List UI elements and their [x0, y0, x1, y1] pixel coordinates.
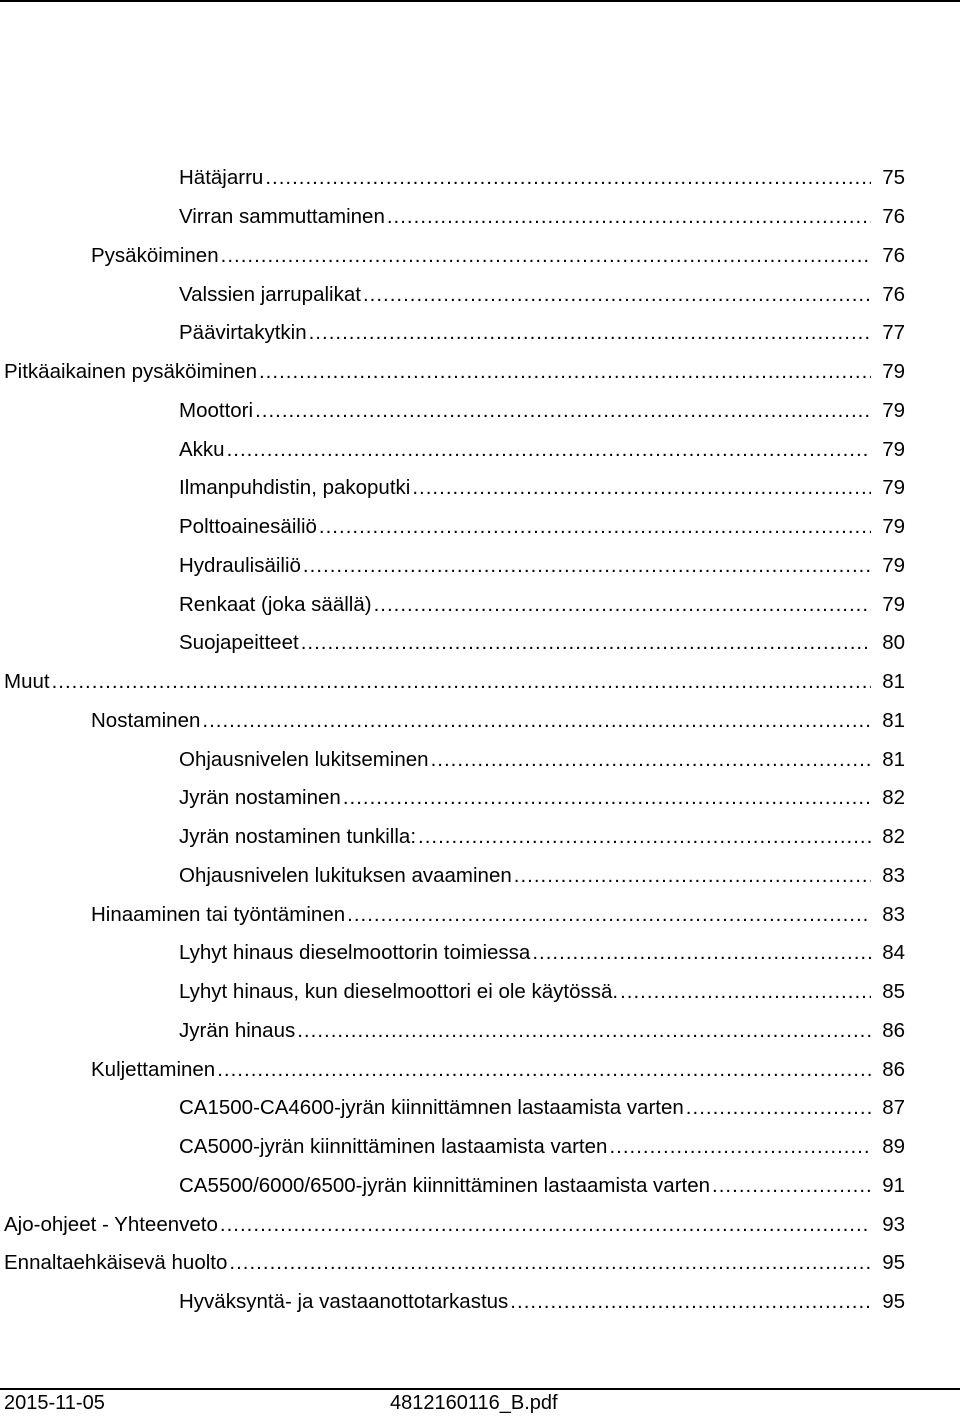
toc-entry[interactable] — [0, 1164, 960, 1203]
toc-entry[interactable] — [0, 931, 960, 970]
toc-entry[interactable] — [0, 970, 960, 1009]
toc-entry-page-number: 81 — [882, 708, 905, 732]
toc-entry[interactable] — [0, 466, 960, 505]
toc-entry-title: Muut — [4, 670, 50, 693]
toc-entry[interactable] — [0, 854, 960, 893]
toc-entry[interactable] — [0, 776, 960, 815]
toc-entry[interactable] — [0, 427, 960, 466]
toc-dot-leader — [52, 672, 871, 693]
toc-entry[interactable] — [0, 892, 960, 931]
footer-date: 2015-11-05 — [4, 1392, 105, 1414]
toc-entry[interactable] — [0, 699, 960, 738]
toc-entry-page-number: 79 — [882, 437, 905, 461]
toc-entry-page-number: 83 — [882, 863, 905, 887]
toc-dot-leader — [319, 517, 871, 538]
top-rule — [0, 0, 960, 2]
toc-entry[interactable] — [0, 660, 960, 699]
toc-entry[interactable] — [0, 1086, 960, 1125]
toc-dot-leader — [514, 866, 871, 887]
toc-dot-leader — [532, 943, 871, 964]
toc-entry-title: Jyrän hinaus — [179, 1018, 296, 1042]
toc-entry-title: CA1500-CA4600-jyrän kiinnittämnen lastaamista varten — [179, 1096, 684, 1120]
toc-entry-title: Hyväksyntä- ja vastaanottotarkastus — [179, 1290, 509, 1313]
toc-dot-leader — [202, 711, 871, 732]
toc-entry-title: Nostaminen — [91, 708, 201, 732]
toc-entry-page-number: 87 — [882, 1096, 905, 1120]
toc-entry[interactable] — [0, 1241, 960, 1280]
toc-dot-leader — [259, 362, 871, 383]
toc-entry[interactable] — [0, 1125, 960, 1164]
toc-entry-title: Lyhyt hinaus, kun dieselmoottori ei ole käytössä. — [179, 980, 619, 1003]
toc-dot-leader — [229, 1253, 871, 1274]
toc-entry[interactable] — [0, 544, 960, 583]
toc-dot-leader — [418, 827, 871, 848]
footer-filename: 4812160116_B.pdf — [390, 1392, 558, 1414]
toc-entry[interactable] — [0, 505, 960, 544]
toc-entry[interactable] — [0, 350, 960, 389]
toc-entry[interactable] — [0, 195, 960, 234]
toc-entry-page-number: 81 — [882, 670, 905, 693]
toc-entry-page-number: 76 — [882, 205, 905, 228]
toc-entry[interactable] — [0, 1009, 960, 1048]
toc-entry-title: Jyrän nostaminen tunkilla: — [179, 825, 417, 848]
toc-entry-page-number: 95 — [882, 1290, 905, 1313]
toc-dot-leader — [265, 168, 871, 189]
toc-entry-page-number: 79 — [882, 592, 905, 616]
toc-entry-page-number: 83 — [882, 902, 905, 926]
footer-rule — [0, 1388, 960, 1390]
toc-entry-title: Jyrän nostaminen — [179, 786, 341, 810]
toc-entry-title: Pysäköiminen — [91, 243, 219, 267]
toc-dot-leader — [301, 633, 871, 654]
toc-dot-leader — [712, 1176, 871, 1197]
toc-entry-title: CA5000-jyrän kiinnittäminen lastaamista varten — [179, 1135, 608, 1158]
toc-entry[interactable] — [0, 1280, 960, 1319]
toc-entry-page-number: 79 — [882, 360, 905, 383]
toc-entry[interactable] — [0, 311, 960, 350]
toc-entry-page-number: 86 — [882, 1018, 905, 1042]
toc-entry-page-number: 81 — [882, 747, 905, 771]
toc-dot-leader — [387, 207, 871, 228]
toc-entry-title: Moottori — [179, 398, 254, 422]
toc-dot-leader — [347, 905, 871, 926]
toc-entry-page-number: 77 — [882, 321, 905, 345]
toc-entry[interactable] — [0, 234, 960, 273]
toc-dot-leader — [221, 246, 871, 267]
toc-entry-title: Valssien jarrupalikat — [179, 282, 361, 306]
toc-entry-title: Polttoainesäiliö — [179, 515, 317, 538]
toc-entry-title: Renkaat (joka säällä) — [179, 592, 372, 616]
toc-dot-leader — [297, 1021, 871, 1042]
toc-dot-leader — [343, 788, 871, 809]
toc-dot-leader — [363, 285, 871, 306]
toc-dot-leader — [374, 595, 871, 616]
toc-entry-page-number: 80 — [882, 631, 905, 655]
toc-dot-leader — [227, 440, 871, 461]
toc-entry-page-number: 82 — [882, 786, 905, 810]
toc-entry-page-number: 79 — [882, 398, 905, 422]
toc-entry-title: Hätäjarru — [179, 166, 264, 190]
toc-entry-page-number: 95 — [882, 1251, 905, 1275]
toc-entry-title: Virran sammuttaminen — [179, 205, 385, 228]
toc-entry-title: Hydraulisäiliö — [179, 553, 301, 577]
toc-entry-title: Ajo-ohjeet - Yhteenveto — [4, 1212, 218, 1236]
toc-entry[interactable] — [0, 156, 960, 195]
table-of-contents — [0, 156, 960, 1319]
toc-entry-title: CA5500/6000/6500-jyrän kiinnittäminen lastaamista varten — [179, 1173, 711, 1197]
toc-entry-page-number: 85 — [882, 980, 905, 1003]
toc-dot-leader — [220, 1215, 871, 1236]
toc-entry[interactable] — [0, 389, 960, 428]
toc-entry-title: Akku — [179, 437, 225, 461]
toc-entry-title: Ohjausnivelen lukitseminen — [179, 747, 429, 771]
toc-dot-leader — [620, 982, 871, 1003]
toc-entry-page-number: 79 — [882, 515, 905, 538]
toc-dot-leader — [686, 1098, 871, 1119]
toc-entry[interactable] — [0, 1047, 960, 1086]
toc-entry[interactable] — [0, 272, 960, 311]
toc-entry[interactable] — [0, 621, 960, 660]
toc-entry-page-number: 79 — [882, 553, 905, 577]
toc-entry[interactable] — [0, 815, 960, 854]
toc-dot-leader — [510, 1292, 871, 1313]
toc-dot-leader — [431, 750, 871, 771]
toc-dot-leader — [255, 401, 871, 422]
toc-entry[interactable] — [0, 582, 960, 621]
toc-entry-page-number: 75 — [882, 166, 905, 190]
toc-dot-leader — [217, 1060, 871, 1081]
toc-entry-page-number: 89 — [882, 1135, 905, 1158]
toc-entry-page-number: 82 — [882, 825, 905, 848]
toc-dot-leader — [609, 1137, 871, 1158]
toc-entry-title: Suojapeitteet — [179, 631, 299, 655]
toc-dot-leader — [309, 323, 871, 344]
toc-entry-title: Ohjausnivelen lukituksen avaaminen — [179, 863, 512, 887]
toc-entry-title: Pitkäaikainen pysäköiminen — [4, 360, 257, 383]
toc-entry-page-number: 86 — [882, 1057, 905, 1081]
toc-entry[interactable] — [0, 1202, 960, 1241]
toc-entry-page-number: 76 — [882, 282, 905, 306]
toc-entry-title: Ennaltaehkäisevä huolto — [4, 1251, 228, 1275]
toc-dot-leader — [303, 556, 871, 577]
toc-entry-title: Lyhyt hinaus dieselmoottorin toimiessa — [179, 941, 531, 965]
toc-dot-leader — [412, 478, 871, 499]
toc-entry-page-number: 76 — [882, 243, 905, 267]
toc-entry-title: Päävirtakytkin — [179, 321, 307, 345]
toc-entry-title: Kuljettaminen — [91, 1057, 216, 1081]
toc-entry-page-number: 93 — [882, 1212, 905, 1236]
toc-entry-title: Hinaaminen tai työntäminen — [91, 902, 346, 926]
toc-entry-page-number: 79 — [882, 476, 905, 500]
toc-entry-page-number: 84 — [882, 941, 905, 965]
toc-entry-title: Ilmanpuhdistin, pakoputki — [179, 476, 411, 500]
toc-entry-page-number: 91 — [882, 1173, 905, 1197]
toc-entry[interactable] — [0, 737, 960, 776]
